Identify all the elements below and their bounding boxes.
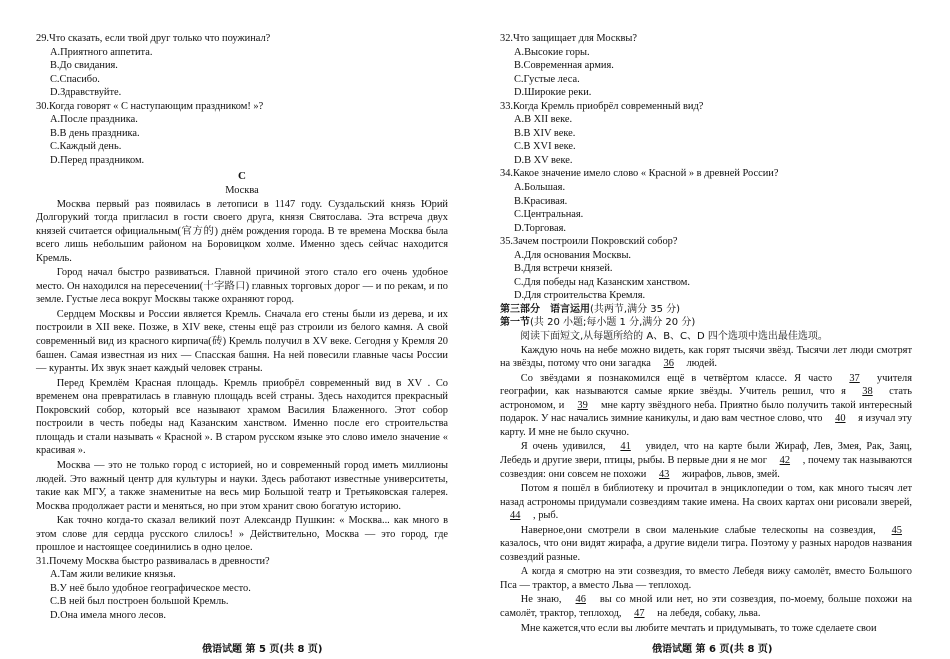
cloze-text: Не знаю, xyxy=(520,594,562,606)
option: A.После праздника. xyxy=(50,114,138,126)
option: A.Высокие горы. xyxy=(514,46,590,58)
option: B.Для встречи князей. xyxy=(514,263,613,275)
question-33: 33.Когда Кремль приобрёл современный вид? xyxy=(500,100,704,112)
question-32: 32.Что защищает для Москвы? xyxy=(500,33,638,44)
question-34: 34.Какое значение имело слово « Красной » в древней России? xyxy=(500,168,779,180)
option: D.Она имела много лесов. xyxy=(50,609,167,621)
option: A.В XII веке. xyxy=(514,114,573,126)
page-footer-left: 俄语试题 第 5 页(共 8 页) xyxy=(202,644,323,655)
blank-45: 45 xyxy=(891,524,902,536)
passage-paragraph: Город начал быстро развиваться. Главной причиной этого стало его очень удобное место. Он находился на пересечении(十字路口) главных торговых дорог — и по рекам, и по земле. Густые леса вокруг Москвы также охраняют город. xyxy=(36,267,448,306)
passage-paragraph: Москва — это не только город с историей, но и современный город иметь миллионы людей. Это важный центр для культуры и науки. Здесь работают известные университеты, такие как МГУ, а также знаменитые на весь мир Большой театр и Третьяковская галерея. Москва продолжает расти и меняться, но при этом хранит свою богатую историю. xyxy=(36,459,448,512)
option: A.Там жили великие князья. xyxy=(50,569,176,581)
cloze-paragraph xyxy=(500,593,912,620)
section-heading xyxy=(500,316,912,330)
blank-36: 36 xyxy=(663,358,674,370)
passage-title: Москва xyxy=(225,185,259,197)
passage-paragraph: Перед Кремлём Красная площадь. Кремль приобрёл современный вид в XV . Со временем она превратилась в главную площадь всей страны. Здесь находится прекрасный Покровский собор, который все называют храмом Василия Блаженного. Этот собор построили в честь победы над Казанским ханством. Именно после его строительства площадь и стали называть « Красной ». В старом русском языке это слово имело значение « красивая ». xyxy=(36,377,448,457)
section-letter: C xyxy=(238,170,246,183)
cloze-text: на лебедя, собаку, льва. xyxy=(657,607,761,619)
option: D.Широкие реки. xyxy=(514,87,592,99)
option: B.До свидания. xyxy=(50,60,118,72)
section-note: (共 20 小题;每小题 1 分,满分 20 分) xyxy=(530,317,696,329)
section-title: 第一节 xyxy=(500,317,530,329)
cloze-text: я изучал эту карту. И мне не было скучно. xyxy=(500,413,912,438)
option: C.Для победы над Казанским ханством. xyxy=(514,276,690,288)
option: D.В XV веке. xyxy=(514,154,573,166)
cloze-text: Со звёздами я познакомился ещё в четвёртом классе. Я часто xyxy=(520,372,833,384)
option: B.В день праздника. xyxy=(50,127,140,139)
cloze-paragraph: А когда я смотрю на эти созвездия, то вместо Лебедя вижу самолёт, вместо Большого Пса — трактор, а вместо Льва — теплоход. xyxy=(500,566,912,591)
option: C.В ней был построен большой Кремль. xyxy=(50,596,229,608)
blank-39: 39 xyxy=(577,399,588,411)
question-35: 35.Зачем построили Покровский собор? xyxy=(500,236,678,248)
option: A.Приятного аппетита. xyxy=(50,46,153,58)
instruction: 阅读下面短文,从每题所给的 A、B、C、D 四个选项中选出最佳选项。 xyxy=(520,331,828,343)
cloze-text: жирафов, львов, змей. xyxy=(681,468,780,480)
option: B.Современная армия. xyxy=(514,60,614,72)
blank-47: 47 xyxy=(634,607,645,619)
cloze-paragraph xyxy=(500,344,912,371)
option: D.Торговая. xyxy=(514,222,567,234)
cloze-text: Каждую ночь на небе можно видеть, как горят тысячи звёзд. Тысячи лет люди смотрят на звёзды, потому что они загадка xyxy=(500,344,912,370)
left-page xyxy=(36,32,448,623)
option: C.В XVI веке. xyxy=(514,141,576,153)
cloze-text: увидел, что на карте были Жираф, Лев, Змея, Рак, Заяц, Лебедь и другие звери, птицы, рыбы. В первые дни я не мог xyxy=(500,441,913,466)
passage-paragraph: Как точно когда-то сказал великий поэт Александр Пушкин: « Москва... как много в этом слове для сердца русского слилось! » Действительно, Москва — это город, где прошлое и настоящее соединились в одно целое. xyxy=(36,515,448,554)
cloze-text: Я очень удивился, xyxy=(520,441,606,453)
blank-42: 42 xyxy=(779,454,791,466)
blank-37: 37 xyxy=(849,372,860,384)
blank-44: 44 xyxy=(510,510,521,522)
part-title: 第三部分 语言运用 xyxy=(500,303,590,315)
option: C.Центральная. xyxy=(514,209,584,221)
cloze-text: , почему так называются созвездия: они совсем не похожи xyxy=(500,454,913,480)
blank-46: 46 xyxy=(575,594,586,606)
cloze-text: , рыб. xyxy=(533,510,559,522)
blank-41: 41 xyxy=(620,441,631,453)
passage-paragraph: Москва первый раз появилась в летописи в 1147 году. Суздальский князь Юрий Долгорукий тогда пригласил в гости своего друга, князя Святослава. Эта встреча двух князей считается официальным(官方的) днём рождения города. В те времена Москва была всего лишь небольшим районом на Боровицком холме. Именно здесь сейчас находится Кремль. xyxy=(36,198,448,264)
passage-paragraph: Сердцем Москвы и России является Кремль. Сначала его стены были из дерева, и их построили в XII веке. Позже, в XIV веке, стены ещё раз строили из белого камня. А свой современный вид из красного кирпича(砖) Кремль получил в XV веке. Сегодня у Кремля 20 башен. Самая известная из них — Спасская башня. На ней повесили главные часы России — куранты. Их звук знает каждый человек страны. xyxy=(36,308,448,375)
cloze-text: Наверное,они смотрели в свои маленькие слабые телескопы на созвездия, xyxy=(520,524,876,536)
question-30: 30.Когда говорят « С наступающим праздником! »? xyxy=(36,100,264,112)
cloze-text: людей. xyxy=(686,358,717,370)
cloze-text: вы со мной или нет, но эти созвездия, по-моему, больше похожи на самолёт, трактор, теплоход, xyxy=(500,594,913,619)
blank-40: 40 xyxy=(835,413,846,425)
page-footer-right: 俄语试题 第 6 页(共 8 页) xyxy=(652,644,773,655)
question-29: 29.Что сказать, если твой друг только что поужинал? xyxy=(36,33,271,44)
part-note: (共两节,满分 35 分) xyxy=(590,303,681,315)
cloze-paragraph xyxy=(500,372,912,440)
cloze-paragraph xyxy=(500,482,912,523)
option: C.Густые леса. xyxy=(514,73,580,85)
option: C.Каждый день. xyxy=(50,141,122,153)
blank-43: 43 xyxy=(658,468,670,480)
right-page xyxy=(500,32,912,635)
cloze-text: казалось, что они видят жирафа, а другие видели тигра. Поэтому у разных народов названия созвездий разные. xyxy=(500,538,912,563)
cloze-paragraph xyxy=(500,524,912,565)
option: A.Для основания Москвы. xyxy=(514,249,632,261)
part-heading xyxy=(500,303,912,317)
cloze-paragraph xyxy=(500,440,912,481)
option: A.Большая. xyxy=(514,182,566,194)
cloze-paragraph: Мне кажется,что если вы любите мечтать и придумывать, то тоже сделаете свои xyxy=(520,622,877,634)
option: B.В XIV веке. xyxy=(514,127,576,139)
option: B.У неё было удобное географическое место. xyxy=(50,582,251,594)
cloze-text: учителя географии, как называются самые яркие звёзды. Учитель решил, что я xyxy=(500,372,912,398)
option: B.Красивая. xyxy=(514,195,568,207)
option: D.Здравствуйте. xyxy=(50,87,122,99)
option: D.Перед праздником. xyxy=(50,154,145,166)
option: D.Для строительства Кремля. xyxy=(514,290,646,302)
question-31: 31.Почему Москва быстро развивалась в древности? xyxy=(36,555,270,567)
option: C.Спасибо. xyxy=(50,73,100,85)
cloze-text: Потом я пошёл в библиотеку и прочитал в энциклопедии о том, как много тысяч лет назад астрономы придумали созвездиям такие имена. На своих картах они рисовали зверей, xyxy=(500,483,912,508)
cloze-text: стать астрономом, и xyxy=(500,386,912,411)
cloze-text: мне карту звёздного неба. Приятно было получить такой интересный подарок. У нас начались зимние каникулы, и даю вам честное слово, что xyxy=(500,399,912,425)
blank-38: 38 xyxy=(862,386,873,398)
